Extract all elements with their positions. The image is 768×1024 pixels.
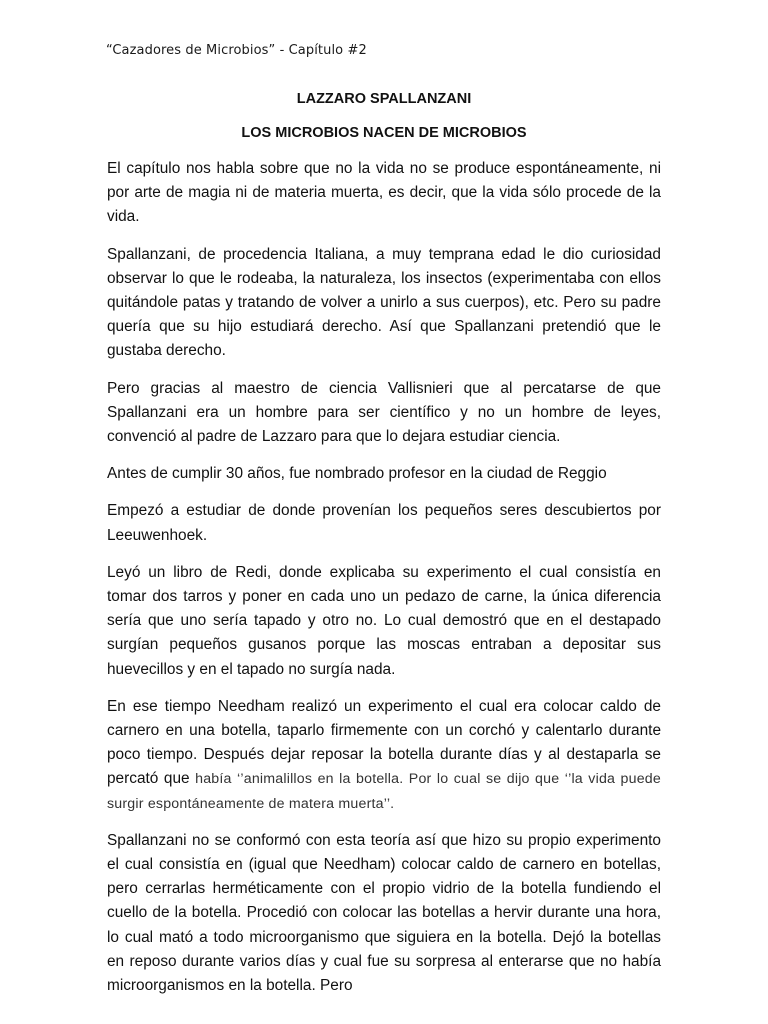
document-subtitle: LOS MICROBIOS NACEN DE MICROBIOS (241, 125, 527, 141)
document-title: LAZZARO SPALLANZANI (296, 91, 472, 107)
document-body (107, 157, 661, 998)
paragraph-text: En ese tiempo Needham realizó un experimento el cual era colocar caldo de carnero en una botella, taparlo firmemente con un corchó y calentarlo durante poco tiempo. Después dejar reposar la botella durante días y al destaparla se percató que (107, 697, 661, 788)
paragraph: El capítulo nos habla sobre que no la vida no se produce espontáneamente, ni por arte de magia ni de materia muerta, es decir, que la vida sólo procede de la vida. (107, 160, 661, 226)
quoted-text: había ‘’animalillos en la botella. Por lo cual se dijo que ‘’la vida puede surgir espontáneamente de matera muerta’’. (107, 771, 661, 812)
paragraph: Pero gracias al maestro de ciencia Vallisnieri que al percatarse de que Spallanzani era un hombre para ser científico y no un hombre de leyes, convenció al padre de Lazzaro para que lo dejara estudiar ciencia. (107, 379, 661, 446)
paragraph-needham (107, 695, 661, 816)
paragraph: Leyó un libro de Redi, donde explicaba su experimento el cual consistía en tomar dos tarros y poner en cada uno un pedazo de carne, la única diferencia sería que uno sería tapado y otro no. Lo cual demostró que en el destapado surgían pequeños gusanos porque las moscas entraban a depositar sus huevecillos y en el tapado no surgía nada. (107, 563, 661, 678)
running-header: “Cazadores de Microbios” - Capítulo #2 (106, 43, 367, 58)
paragraph: Spallanzani no se conformó con esta teoría así que hizo su propio experimento el cual consistía en (igual que Needham) colocar caldo de carnero en botellas, pero cerrarlas herméticamente con el propio vidrio de la botella fundiendo el cuello de la botella. Procedió con colocar las botellas a hervir durante una hora, lo cual mató a todo microorganismo que siguiera en la botella. Dejó la botellas en reposo durante varios días y cual fue su sorpresa al enterarse que no había microorganismos en la botella. Pero (107, 831, 661, 995)
paragraph: Antes de cumplir 30 años, fue nombrado profesor en la ciudad de Reggio (107, 465, 607, 483)
paragraph: Empezó a estudiar de donde provenían los pequeños seres descubiertos por Leeuwenhoek. (107, 502, 661, 544)
paragraph: Spallanzani, de procedencia Italiana, a muy temprana edad le dio curiosidad observar lo que le rodeaba, la naturaleza, los insectos (experimentaba con ellos quitándole patas y tratando de volver a unirlo a sus cuerpos), etc. Pero su padre quería que su hijo estudiará derecho. Así que Spallanzani pretendió que le gustaba derecho. (107, 245, 661, 360)
